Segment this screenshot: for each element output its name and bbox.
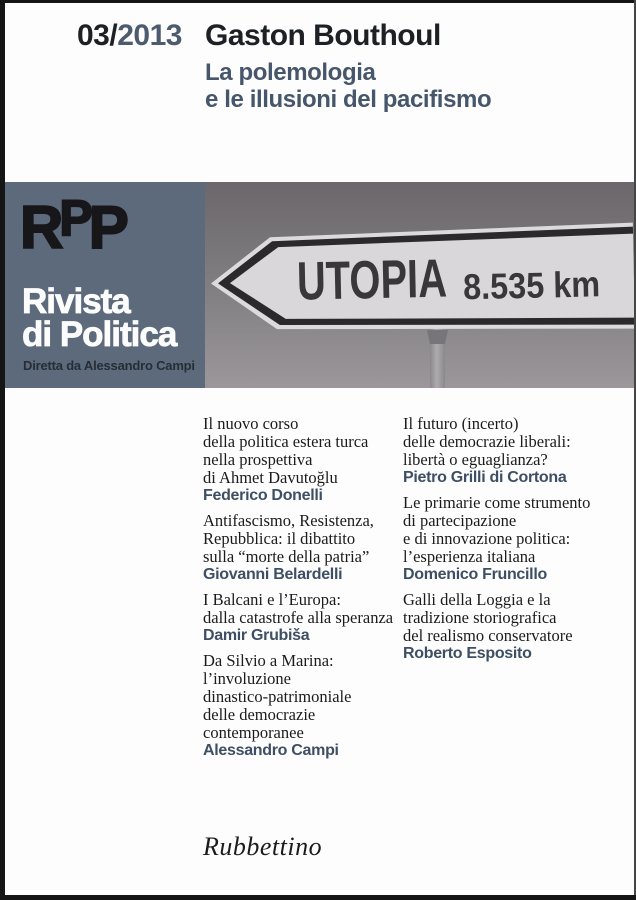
article-author: Giovanni Belardelli — [203, 566, 343, 583]
magazine-name-line1: Rivista — [22, 282, 130, 321]
article-entry — [203, 512, 403, 584]
masthead-panel — [0, 182, 205, 388]
publisher-logo: Rubbettino — [203, 832, 323, 861]
feature-author: Gaston Bouthoul — [205, 19, 441, 52]
article-title: I Balcani e l’Europa: dalla catastrofe alla speranza — [203, 590, 394, 627]
pole-bracket — [427, 330, 448, 344]
article-title: Il futuro (incerto) delle democrazie liberali: libertà o eguaglianza? — [403, 414, 571, 469]
article-entry — [403, 591, 634, 663]
sign-destination-label: UTOPIA — [296, 247, 501, 312]
logo-letter-p: P — [88, 194, 126, 261]
article-author: Damir Grubiša — [203, 627, 310, 644]
article-title: Il nuovo corso della politica estera turca nella prospettiva di Ahmet Davutoğlu — [203, 414, 369, 487]
feature-title — [205, 59, 491, 113]
article-entry — [203, 652, 403, 760]
article-title: Antifascismo, Resistenza, Repubblica: il dibattito sulla “morte della patria” — [203, 511, 374, 566]
table-of-contents — [203, 415, 634, 767]
article-author: Federico Donelli — [203, 487, 323, 504]
article-author: Domenico Fruncillo — [403, 566, 547, 583]
article-author: Alessandro Campi — [203, 742, 339, 759]
cover-band — [0, 182, 636, 388]
articles-col-left — [203, 415, 403, 767]
director-credit: Diretta da Alessandro Campi — [23, 358, 195, 373]
article-title: Le primarie come strumento di partecipazione e di innovazione politica: l’esperienza italiana — [403, 493, 591, 566]
issue-year: 2013 — [117, 19, 182, 52]
article-entry — [403, 494, 634, 584]
sign-distance-label: 8.535 km — [462, 263, 616, 308]
article-author: Pietro Grilli di Cortona — [403, 469, 567, 486]
issue-number — [77, 21, 182, 51]
article-entry — [203, 591, 403, 645]
feature-title-line2: e le illusioni del pacifismo — [205, 86, 492, 113]
direction-sign — [210, 223, 634, 338]
articles-col-right — [403, 415, 634, 767]
magazine-name — [22, 282, 177, 354]
top-edge-border — [0, 0, 636, 3]
article-entry — [203, 415, 403, 505]
magazine-name-line2: di Politica — [22, 315, 177, 354]
logo-letter-d: P — [59, 190, 90, 246]
article-author: Roberto Esposito — [403, 645, 532, 662]
utopia-sign-photo — [205, 182, 634, 388]
feature-title-line1: La polemologia — [205, 59, 376, 86]
article-title: Da Silvio a Marina: l’involuzione dinastico-patrimoniale delle democrazie contemporanee — [203, 651, 352, 742]
left-edge-border — [0, 0, 5, 900]
bottom-edge-bar — [0, 895, 636, 900]
article-entry — [403, 415, 634, 487]
rdp-logo — [20, 190, 126, 261]
logo-letter-r: R — [20, 194, 61, 261]
article-title: Galli della Loggia e la tradizione storiografica del realismo conservatore — [403, 590, 573, 645]
issue-number-part: 03/ — [77, 19, 118, 52]
